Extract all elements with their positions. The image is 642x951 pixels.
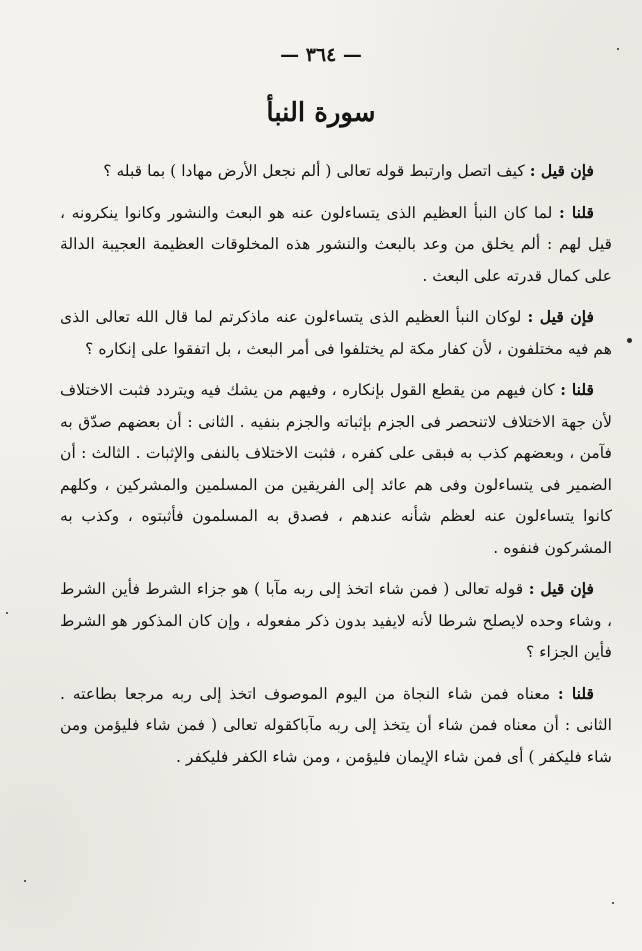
paragraph-text: لوكان النبأ العظيم الذى يتساءلون عنه ماذكرتم لما قال الله تعالى الذى هم فيه مختلفون ، لأن كفار مكة لم يختلفوا فى أمر البعث ، بل اتفقوا على إنكاره ؟ — [60, 308, 612, 358]
paragraph-text: لما كان النبأ العظيم الذى يتساءلون عنه هو البعث والنشور وكانوا ينكرونه ، قيل لهم : ألم يخلق من وعد بالبعث والنشور هذه المخلوقات العظيمة العجيبة الدالة على كمال قدرته على البعث . — [60, 203, 612, 285]
paragraph-answer-1 — [60, 197, 612, 293]
paragraph-label: فإن قيل : — [529, 161, 594, 180]
paragraph-answer-2 — [60, 374, 612, 564]
ink-speck — [24, 880, 26, 882]
ink-speck — [627, 338, 632, 343]
page-title: سورة النبأ — [266, 98, 376, 128]
paragraph-label: قلنا : — [559, 202, 594, 222]
paragraph-label: قلنا : — [557, 683, 594, 703]
paragraph-label: قلنا : — [560, 380, 594, 399]
page-number: — ٣٦٤ — — [280, 44, 362, 66]
paragraph-text: كان فيهم من يقطع القول بإنكاره ، وفيهم من يشك فيه ويتردد فثبت الاختلاف لأن جهة الاختلاف لاتنحصر فى الجزم بإثباته والجزم بنفيه . الثانى : أن بعضهم صدّق به فآمن ، وبعضهم كذب به فبقى على كفره ، فثبت الاختلاف بالنفى والإثبات . الثالث : أن الضمير فى يتساءلون وفى هم عائد إلى الفريقين من المسلمين والمشركين ، وكلهم كانوا يتساءلون عنه لعظم شأنه عندهم ، فصدق به المسلمون فأثبتوه ، وكذب به المشركون فنفوه . — [60, 381, 612, 557]
paragraph-question-2 — [60, 301, 612, 365]
paragraph-text: معناه فمن شاء النجاة من اليوم الموصوف اتخذ إلى ربه مرجعا بطاعته . الثانى : أن معناه فمن شاء أن يتخذ إلى ربه مآباكقوله تعالى ( فمن شاء فليؤمن ومن شاء فليكفر ) أى فمن شاء الإيمان فليؤمن ، ومن شاء الكفر فليكفر . — [60, 684, 612, 766]
paragraph-question-3 — [60, 573, 612, 669]
paragraph-label: فإن قيل : — [528, 579, 594, 598]
paragraph-text: كيف اتصل وارتبط قوله تعالى ( ألم نجعل الأرض مهادا ) بما قبله ؟ — [103, 162, 525, 180]
ink-speck — [6, 612, 8, 614]
paragraph-question-1 — [60, 155, 612, 188]
paragraph-label: فإن قيل : — [527, 307, 594, 326]
paragraph-text: قوله تعالى ( فمن شاء اتخذ إلى ربه مآبا ) هو جزاء الشرط فأين الشرط ، وشاء وحده لايصلح شرطا لأنه لايفيد بدون ذكر مفعوله ، وإن كان المذكور هو الشرط فأين الجزاء ؟ — [60, 580, 612, 661]
ink-speck — [617, 48, 619, 50]
ink-speck — [612, 902, 614, 904]
paragraph-answer-3 — [60, 678, 612, 774]
body-text — [60, 155, 612, 782]
